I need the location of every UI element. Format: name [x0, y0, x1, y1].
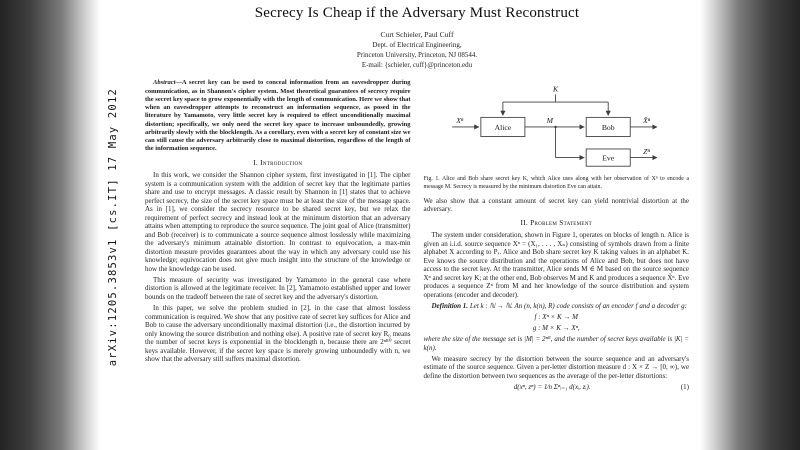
intro-paragraph-3: In this paper, we solve the problem studied in [2], in the case that almost lossless communication is required. We show that any positive rate of secret key suffices for Alice and Bob to cause the adversary unconditionally maximal distortion (i.e., the distortion incurred by only knowing the source distribution and nothing else). A positive rate of secret key R₀ means the number of secret keys is exponential in the blocklength n, because there are 2ⁿᴿ⁰ secret keys available. However, if the secret key space is merely growing unboundedly with n, we show that the adversary still suffers maximal distortion. [145, 304, 411, 364]
section-heading-introduction: I. Introduction [253, 157, 303, 167]
right-edge-shadow [700, 0, 800, 450]
paper-title: Secrecy Is Cheap if the Adversary Must Reconstruct [254, 5, 580, 21]
equation-1 [424, 383, 690, 392]
intro-paragraph-1: In this work, we consider the Shannon cipher system, first investigated in [1]. The cipher system is a communication system with the addition of secret key that the legitimate parties share and use to encrypt messages. A classic result by Shannon in [1] states that to achieve perfect secrecy, the size of the secret key space must be at least the size of the message space. As in [1], we consider the secrecy resource to be shared secret key, but we relax the requirement of perfect secrecy and instead look at the minimum distortion that an adversary attains when attempting to reproduce the source sequence. The joint goal of Alice (transmitter) and Bob (receiver) is to communicate a source sequence almost losslessly while maximizing the adversary's minimum attainable distortion. In contrast to equivocation, a max-min distortion measure provides guarantees about the way in which any adversary could use his knowledge; equivocation does not give much insight into the structure of the knowledge or how the knowledge can be used. [145, 171, 411, 273]
equation-1-body: d(xⁿ, zⁿ) = 1⁄n Σⁿᵢ₌₁ d(xᵢ, zᵢ). [513, 383, 591, 392]
eve-label: Eve [602, 153, 614, 163]
figure-1 [424, 81, 690, 191]
left-edge-shadow [0, 0, 100, 450]
equation-1-number: (1) [680, 383, 689, 392]
definition-1-text: Let k : ℕ → ℕ. An (n, k(n), R) code consists of an encoder f and a decoder g: [469, 301, 687, 310]
label-reconstruction-xhat: X̂ⁿ [642, 116, 650, 126]
left-column [145, 79, 411, 393]
author-university: Princeton University, Princeton, NJ 08544. [356, 51, 478, 60]
abstract-text: A secret key can be used to conceal information from an eavesdropper during communication, as in Shannon's cipher system. Most theoretical guarantees of secrecy require the secret key space to grow exponentially with the length of communication. Here we show that when an eavesdropper attempts to reconstruct an information sequence, as posed in the literature by Yamamoto, very little secret key is required to effect unconditionally maximal distortion; specifically, we only need the secret key space to increase unboundedly, growing arbitrarily slowly with the blocklength. As a corollary, even with a secret key of constant size we can still cause the adversary arbitrarily close to maximal distortion, regardless of the length of the information sequence. [145, 79, 411, 153]
intro-paragraph-2: This measure of security was investigated by Yamamoto in the general case where distortion is allowed at the legitimate receiver. In [2], Yamamoto established upper and lower bounds on the tradeoff between the rate of secret key and the adversary's distortion. [145, 275, 411, 301]
label-secret-key-k: K [552, 84, 558, 94]
abstract-label: Abstract— [153, 79, 182, 87]
abstract-paragraph [145, 79, 411, 153]
arxiv-stamp: arXiv:1205.3853v1 [cs.IT] 17 May 2012 [107, 88, 119, 367]
author-email: E-mail: {schieler, cuff}@princeton.edu [361, 61, 473, 70]
definition-1-label: Definition 1. [431, 301, 469, 310]
problem-paragraph-1: The system under consideration, shown in Figure 1, operates on blocks of length n. Alice is given an i.i.d. source sequence Xⁿ = (X₁, . . . , Xₙ) consisting of symbols drawn from a finite alphabet X according to Pₓ. Alice and Bob share secret key K taking values in an alphabet K. Eve knows the source distribution and the operations of Alice and Bob, but does not have access to the secret key. At the transmitter, Alice sends M ∈ M based on the source sequence Xⁿ and secret key K; at the other end, Bob observes M and K and produces a sequence X̂ⁿ. Eve produces a sequence Zⁿ from M and her knowledge of the source distribution and system operations (encoder and decoder). [423, 231, 689, 299]
label-source-xn: Xⁿ [456, 116, 464, 126]
authors-block [145, 29, 689, 70]
encoder-equation: f : Xⁿ × K → M [534, 313, 578, 321]
two-column-body [145, 79, 689, 393]
section-heading-problem-statement: II. Problem Statement [520, 217, 593, 227]
author-names: Curt Schieler, Paul Cuff [380, 30, 454, 39]
decoder-equation: g : M × K → Xⁿ, [532, 324, 580, 333]
figure-caption: Fig. 1. Alice and Bob share secret key K, which Alice uses along with her observation of Xⁿ to encode a message M. Secrecy is measured by the minimum distortion Eve can attain. [423, 176, 689, 191]
definition-continuation: where the size of the message set is |M| = 2ⁿᴿ, and the number of secret keys available is |K| = k(n). [423, 335, 689, 352]
paragraph-constant-key: We also show that a constant amount of secret key can yield nontrivial distortion at the adversary. [423, 196, 689, 214]
secrecy-measure-paragraph: We measure secrecy by the distortion between the source sequence and an adversary's estimate of the source sequence. Given a per-letter distortion measure d : X × Z → [0, ∞), we define the distortion between two sequences as the average of the per-letter distortions: [423, 354, 689, 380]
label-eve-output-zn: Zⁿ [642, 147, 650, 157]
definition-1 [424, 302, 690, 311]
system-diagram [444, 81, 669, 171]
paper-page [95, 0, 705, 450]
bob-label: Bob [601, 123, 615, 133]
alice-label: Alice [494, 123, 511, 133]
label-message-m: M [546, 116, 553, 126]
right-column [424, 79, 690, 393]
author-dept: Dept. of Electrical Engineering, [372, 41, 462, 49]
